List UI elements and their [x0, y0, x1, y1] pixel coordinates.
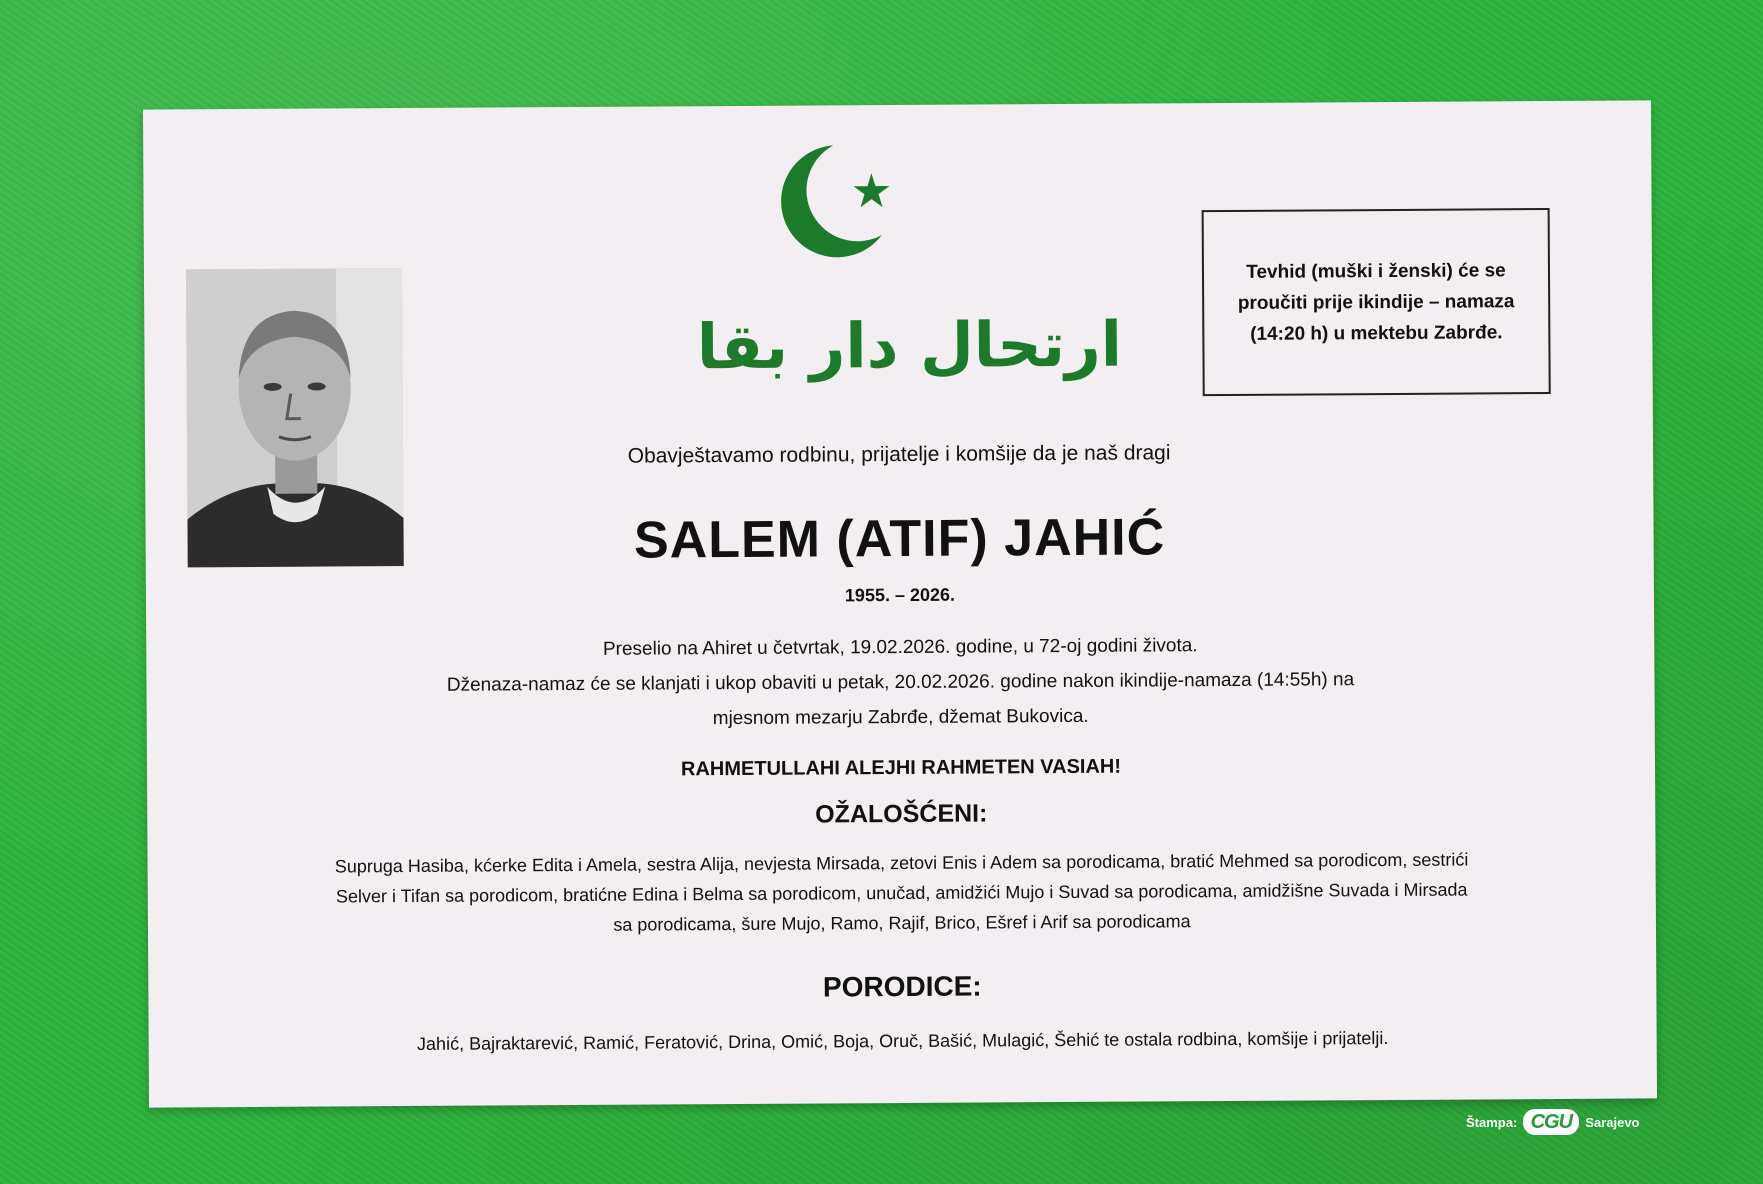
obituary-notice	[143, 100, 1657, 1107]
funeral-prayer-line: Dženaza-namaz će se klanjati i ukop obaviti u petak, 20.02.2026. godine nakon ikindije-namaza (14:55h) na	[446, 669, 1355, 696]
printer-credit	[1466, 1105, 1640, 1139]
families-heading: PORODICE:	[822, 970, 982, 1003]
arabic-calligraphy	[696, 274, 1123, 406]
prayer-phrase: RAHMETULLAHI ALEJHI RAHMETEN VASIAH!	[680, 755, 1122, 781]
families-list: Jahić, Bajraktarević, Ramić, Feratović, Drina, Omić, Boja, Oruč, Bašić, Mulagić, Šehić te ostala rodbina, komšije i prijatelji.	[416, 1028, 1389, 1054]
printer-city: Sarajevo	[1585, 1114, 1640, 1130]
deceased-name: SALEM (ATIF) JAHIĆ	[633, 508, 1166, 570]
crescent-star-icon	[763, 137, 904, 264]
funeral-details	[146, 625, 1655, 739]
mourners-list: Supruga Hasiba, kćerke Edita i Amela, sestra Alija, nevjesta Mirsada, zetovi Enis i Adem sa porodicama, bratić Mehmed sa porodicom, sestrići Selver i Tifan sa porodicom, bratićne Edina i Belma sa porodicom, unučad, amidžići Mujo i Suvad sa porodicama, amidžišne Suvada i Mirsada sa porodicama, šure Mujo, Ramo, Rajif, Brico, Ešref i Arif sa porodicama	[334, 849, 1469, 935]
burial-location-line: mjesnom mezarju Zabrđe, džemat Bukovica.	[712, 705, 1089, 730]
mourners-heading: OŽALOŠĆENI:	[815, 799, 988, 829]
death-date-line: Preselio na Ahiret u četvrtak, 19.02.2026. godine, u 72-oj godini života.	[602, 635, 1198, 660]
intro-text: Obavještavamo rodbinu, prijatelje i komšije da je naš dragi	[627, 441, 1171, 468]
life-years: 1955. – 2026.	[844, 584, 956, 606]
printer-prefix: Štampa:	[1466, 1114, 1518, 1130]
tevhid-info-box	[1202, 208, 1551, 396]
tevhid-info-text: Tevhid (muški i ženski) će se proučiti prije ikindije – namaza (14:20 h) u mektebu Zabrđe.	[1237, 259, 1515, 345]
printer-logo: CGU	[1523, 1109, 1579, 1135]
calligraphy-text: ارتحال دار بقا	[696, 307, 1123, 384]
